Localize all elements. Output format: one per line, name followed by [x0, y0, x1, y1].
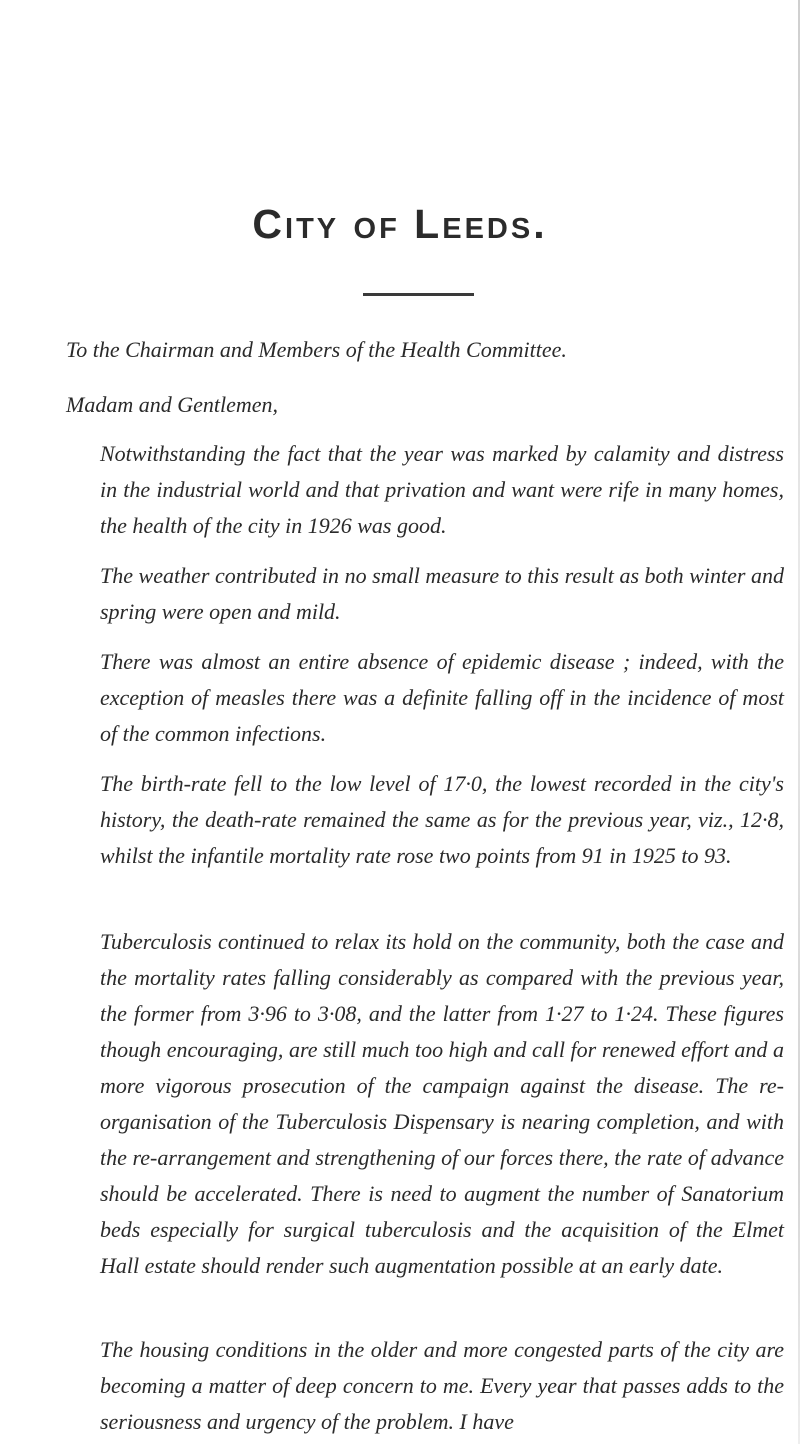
title-rule — [363, 293, 474, 296]
paragraph-text: There was almost an entire absence of epidemic disease ; indeed, with the exception of measles there was a definite falling off in the incidence of most of the common infections. — [100, 649, 784, 746]
paragraph-text: The weather contributed in no small measure to this result as both winter and spring were open and mild. — [100, 563, 784, 624]
paragraph-5 — [66, 924, 784, 1284]
paragraph-text: Notwithstanding the fact that the year was marked by calamity and distress in the industrial world and that privation and want were rife in many homes, the health of the city in 1926 was good. — [100, 441, 784, 538]
addressee-line: To the Chairman and Members of the Health Committee. — [66, 337, 567, 362]
paragraph-2 — [66, 558, 784, 630]
paragraph-6 — [66, 1332, 784, 1440]
paragraph-1 — [66, 436, 784, 544]
paragraph-4 — [66, 766, 784, 874]
paragraph-text: Tuberculosis continued to relax its hold on the community, both the case and the mortality rates falling considerably as compared with the previous year, the former from 3·96 to 3·08, and the latter from 1·27 to 1·24. These figures though encouraging, are still much too high and call for renewed effort and a more vigorous prosecution of the campaign against the disease. The re-organisation of the Tuberculosis Dispensary is nearing completion, and with the re-arrangement and strengthening of our forces there, the rate of advance should be accelerated. There is need to augment the number of Sanatorium beds especially for surgical tuberculosis and the acquisition of the Elmet Hall estate should render such augmentation possible at an early date. — [100, 929, 784, 1278]
paragraph-text: The housing conditions in the older and more congested parts of the city are becoming a matter of deep concern to me. Every year that passes adds to the seriousness and urgency of the problem. I have — [100, 1337, 784, 1434]
paragraph-3 — [66, 644, 784, 752]
paragraph-text: The birth-rate fell to the low level of 17·0, the lowest recorded in the city's history, the death-rate remained the same as for the previous year, viz., 12·8, whilst the infantile mortality rate rose two points from 91 in 1925 to 93. — [100, 771, 784, 868]
salutation: Madam and Gentlemen, — [66, 392, 279, 417]
page-title: City of Leeds. — [252, 201, 548, 247]
